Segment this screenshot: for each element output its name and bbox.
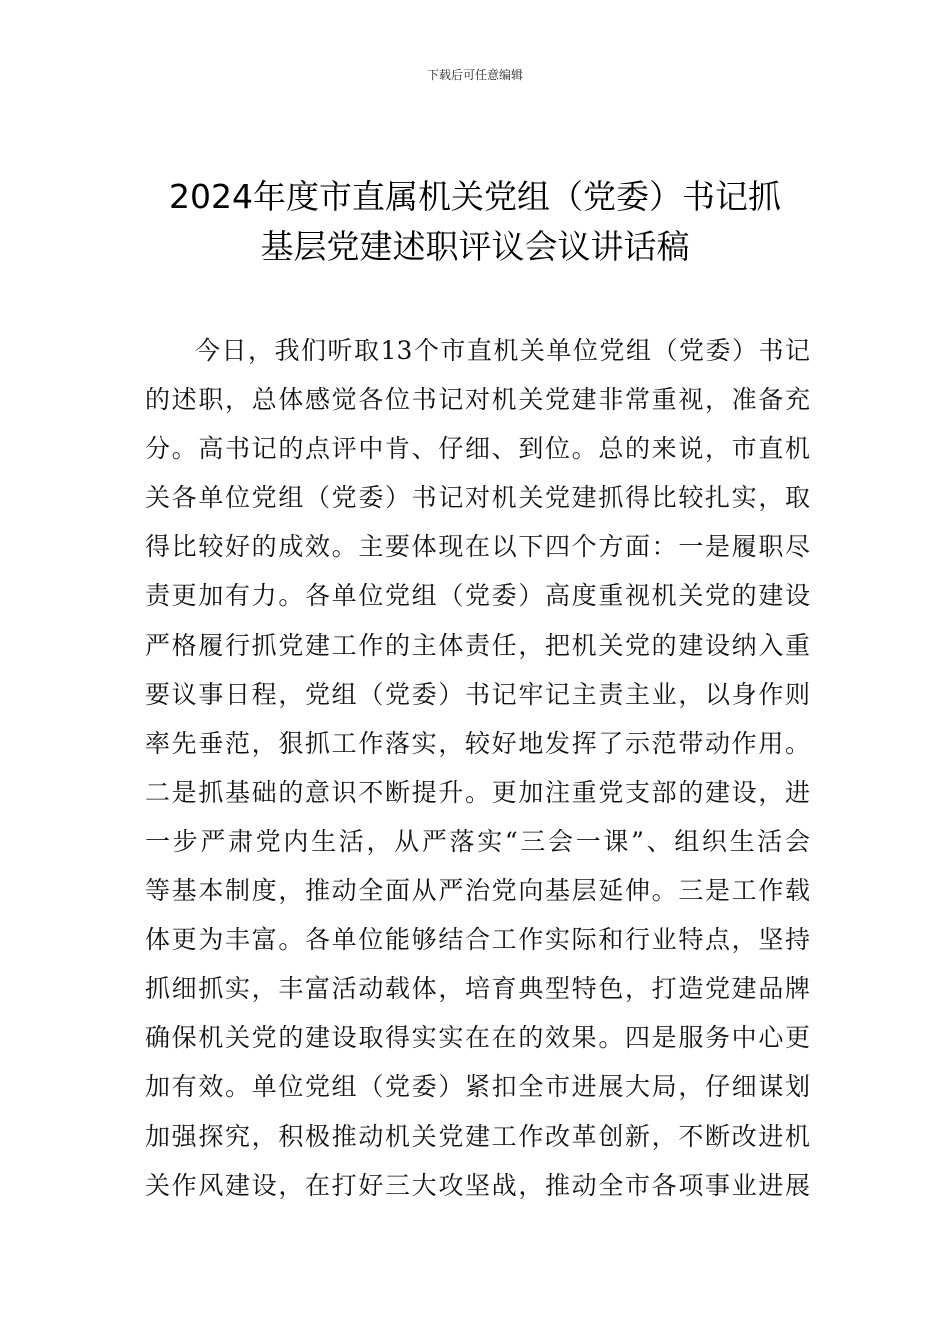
body-line: 体更为丰富。各单位能够结合工作实际和行业特点，坚持 <box>145 925 810 955</box>
title-line-1: 2024年度市直属机关党组（党委）书记抓 <box>169 177 781 216</box>
body-line: 要议事日程，党组（党委）书记牢记主责主业，以身作则 <box>145 679 810 709</box>
body-line: 加强探究，积极推动机关党建工作改革创新，不断改进机 <box>145 1121 810 1151</box>
body-line: 加有效。单位党组（党委）紧扣全市进展大局，仔细谋划 <box>145 1072 810 1102</box>
body-line: 责更加有力。各单位党组（党委）高度重视机关党的建设 <box>145 581 810 611</box>
header-note: 下载后可任意编辑 <box>426 68 523 82</box>
body-line: 的述职，总体感觉各位书记对机关党建非常重视，准备充 <box>145 385 810 415</box>
body-paragraph <box>145 326 810 1210</box>
body-line: 确保机关党的建设取得实实在在的效果。四是服务中心更 <box>145 1023 810 1053</box>
body-line: 分。高书记的点评中肯、仔细、到位。总的来说，市直机 <box>145 434 810 464</box>
body-line: 得比较好的成效。主要体现在以下四个方面：一是履职尽 <box>145 532 810 562</box>
document-title <box>100 172 850 272</box>
body-line: 今日，我们听取13个市直机关单位党组（党委）书记 <box>195 336 810 365</box>
body-line: 等基本制度，推动全面从严治党向基层延伸。三是工作载 <box>145 876 810 906</box>
body-line: 二是抓基础的意识不断提升。更加注重党支部的建设，进 <box>145 777 810 807</box>
body-line: 率先垂范，狠抓工作落实，较好地发挥了示范带动作用。 <box>145 728 810 758</box>
title-line-2: 基层党建述职评议会议讲话稿 <box>260 227 690 266</box>
body-line: 关各单位党组（党委）书记对机关党建抓得比较扎实，取 <box>145 483 810 513</box>
body-line: 抓细抓实，丰富活动载体，培育典型特色，打造党建品牌 <box>145 974 810 1004</box>
body-line: 一步严肃党内生活，从严落实“三会一课”、组织生活会 <box>145 826 810 856</box>
body-line: 关作风建设，在打好三大攻坚战，推动全市各项事业进展 <box>145 1170 810 1200</box>
body-line: 严格履行抓党建工作的主体责任，把机关党的建设纳入重 <box>145 630 810 660</box>
